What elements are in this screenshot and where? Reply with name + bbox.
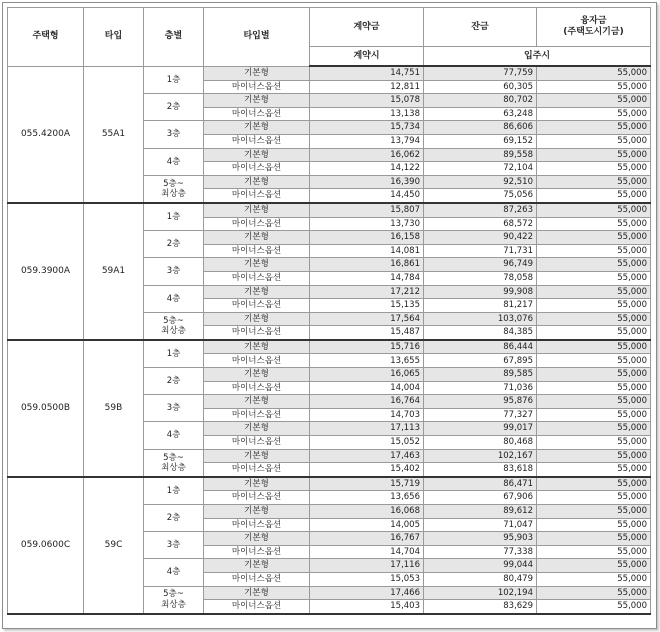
loan-cell: 55,000: [537, 217, 651, 231]
deposit-cell: 15,135: [310, 299, 424, 313]
floor-cell: 1층: [144, 203, 204, 231]
floor-cell: 1층: [144, 66, 204, 94]
balance-cell: 80,479: [424, 572, 537, 586]
loan-cell: 55,000: [537, 285, 651, 299]
type-detail-cell: 마이너스옵션: [204, 436, 310, 450]
type-detail-cell: 기본형: [204, 395, 310, 409]
loan-cell: 55,000: [537, 354, 651, 368]
floor-cell: 2층: [144, 505, 204, 532]
loan-cell: 55,000: [537, 175, 651, 189]
floor-cell: 3층: [144, 532, 204, 559]
type-detail-cell: 마이너스옵션: [204, 518, 310, 532]
deposit-cell: 16,861: [310, 258, 424, 272]
type-detail-cell: 마이너스옵션: [204, 217, 310, 231]
loan-cell: 55,000: [537, 80, 651, 94]
deposit-cell: 16,767: [310, 532, 424, 546]
deposit-cell: 14,751: [310, 66, 424, 80]
balance-cell: 90,422: [424, 231, 537, 245]
type-detail-cell: 기본형: [204, 559, 310, 573]
deposit-cell: 14,004: [310, 381, 424, 395]
balance-cell: 86,444: [424, 340, 537, 354]
floor-cell: 5층~ 최상층: [144, 312, 204, 340]
deposit-cell: 14,005: [310, 518, 424, 532]
balance-cell: 92,510: [424, 175, 537, 189]
balance-cell: 99,044: [424, 559, 537, 573]
deposit-cell: 15,078: [310, 94, 424, 108]
deposit-cell: 13,138: [310, 107, 424, 121]
loan-cell: 55,000: [537, 395, 651, 409]
loan-cell: 55,000: [537, 299, 651, 313]
floor-cell: 5층~ 최상층: [144, 449, 204, 477]
header-loan: [537, 8, 651, 47]
deposit-cell: 14,122: [310, 162, 424, 176]
type-cell: 59C: [84, 477, 144, 614]
loan-cell: 55,000: [537, 408, 651, 422]
floor-cell: 3층: [144, 121, 204, 148]
deposit-cell: 13,730: [310, 217, 424, 231]
loan-cell: 55,000: [537, 368, 651, 382]
table-body: [8, 66, 651, 614]
deposit-cell: 16,068: [310, 505, 424, 519]
type-detail-cell: 마이너스옵션: [204, 600, 310, 614]
loan-cell: 55,000: [537, 189, 651, 203]
balance-cell: 86,471: [424, 477, 537, 491]
header-type-detail: 타입별: [204, 8, 310, 67]
loan-cell: 55,000: [537, 422, 651, 436]
balance-cell: 95,876: [424, 395, 537, 409]
type-detail-cell: 기본형: [204, 285, 310, 299]
deposit-cell: 14,450: [310, 189, 424, 203]
loan-cell: 55,000: [537, 203, 651, 217]
header-deposit: 계약금: [310, 8, 424, 47]
floor-cell: 4층: [144, 559, 204, 586]
balance-cell: 69,152: [424, 134, 537, 148]
loan-cell: 55,000: [537, 244, 651, 258]
balance-cell: 81,217: [424, 299, 537, 313]
balance-cell: 71,731: [424, 244, 537, 258]
balance-cell: 72,104: [424, 162, 537, 176]
balance-cell: 89,612: [424, 505, 537, 519]
deposit-cell: 17,466: [310, 586, 424, 600]
type-detail-cell: 기본형: [204, 312, 310, 326]
balance-cell: 71,036: [424, 381, 537, 395]
loan-cell: 55,000: [537, 312, 651, 326]
balance-cell: 67,906: [424, 491, 537, 505]
loan-cell: 55,000: [537, 326, 651, 340]
deposit-cell: 17,212: [310, 285, 424, 299]
deposit-cell: 16,065: [310, 368, 424, 382]
header-floor: 층별: [144, 8, 204, 67]
loan-cell: 55,000: [537, 121, 651, 135]
type-cell: 55A1: [84, 66, 144, 203]
loan-cell: 55,000: [537, 436, 651, 450]
loan-cell: 55,000: [537, 491, 651, 505]
house-type-cell: 059.3900A: [8, 203, 84, 340]
deposit-cell: 15,807: [310, 203, 424, 217]
header-at-movein: 입주시: [424, 47, 651, 67]
type-detail-cell: 마이너스옵션: [204, 354, 310, 368]
deposit-cell: 17,113: [310, 422, 424, 436]
deposit-cell: 15,716: [310, 340, 424, 354]
type-detail-cell: 마이너스옵션: [204, 80, 310, 94]
balance-cell: 83,629: [424, 600, 537, 614]
type-detail-cell: 마이너스옵션: [204, 408, 310, 422]
loan-cell: 55,000: [537, 559, 651, 573]
deposit-cell: 13,794: [310, 134, 424, 148]
house-type-cell: 055.4200A: [8, 66, 84, 203]
header-house-type: 주택형: [8, 8, 84, 67]
type-detail-cell: 마이너스옵션: [204, 326, 310, 340]
loan-cell: 55,000: [537, 381, 651, 395]
balance-cell: 103,076: [424, 312, 537, 326]
type-detail-cell: 마이너스옵션: [204, 545, 310, 559]
balance-cell: 84,385: [424, 326, 537, 340]
loan-cell: 55,000: [537, 148, 651, 162]
balance-cell: 96,749: [424, 258, 537, 272]
floor-cell: 3층: [144, 258, 204, 285]
type-cell: 59B: [84, 340, 144, 477]
type-detail-cell: 기본형: [204, 340, 310, 354]
floor-cell: 2층: [144, 231, 204, 258]
type-detail-cell: 마이너스옵션: [204, 244, 310, 258]
table-row: [8, 203, 651, 217]
loan-cell: 55,000: [537, 505, 651, 519]
balance-cell: 95,903: [424, 532, 537, 546]
type-detail-cell: 기본형: [204, 94, 310, 108]
loan-cell: 55,000: [537, 231, 651, 245]
table-row: [8, 340, 651, 354]
price-table: [7, 7, 651, 615]
balance-cell: 63,248: [424, 107, 537, 121]
deposit-cell: 16,062: [310, 148, 424, 162]
balance-cell: 89,585: [424, 368, 537, 382]
loan-cell: 55,000: [537, 258, 651, 272]
floor-cell: 4층: [144, 422, 204, 449]
floor-cell: 3층: [144, 395, 204, 422]
deposit-cell: 16,158: [310, 231, 424, 245]
loan-cell: 55,000: [537, 477, 651, 491]
balance-cell: 75,056: [424, 189, 537, 203]
type-detail-cell: 기본형: [204, 258, 310, 272]
deposit-cell: 17,463: [310, 449, 424, 463]
type-detail-cell: 마이너스옵션: [204, 381, 310, 395]
balance-cell: 77,338: [424, 545, 537, 559]
floor-cell: 2층: [144, 94, 204, 121]
floor-cell: 1층: [144, 340, 204, 368]
loan-cell: 55,000: [537, 162, 651, 176]
deposit-cell: 12,811: [310, 80, 424, 94]
loan-cell: 55,000: [537, 271, 651, 285]
type-detail-cell: 기본형: [204, 422, 310, 436]
deposit-cell: 16,764: [310, 395, 424, 409]
table-row: [8, 477, 651, 491]
type-detail-cell: 기본형: [204, 175, 310, 189]
house-type-cell: 059.0600C: [8, 477, 84, 614]
type-cell: 59A1: [84, 203, 144, 340]
type-detail-cell: 기본형: [204, 586, 310, 600]
deposit-cell: 15,719: [310, 477, 424, 491]
type-detail-cell: 기본형: [204, 532, 310, 546]
type-detail-cell: 마이너스옵션: [204, 299, 310, 313]
deposit-cell: 13,656: [310, 491, 424, 505]
loan-cell: 55,000: [537, 449, 651, 463]
header-at-contract: 계약시: [310, 47, 424, 67]
floor-cell: 2층: [144, 368, 204, 395]
balance-cell: 83,618: [424, 463, 537, 477]
type-detail-cell: 마이너스옵션: [204, 271, 310, 285]
type-detail-cell: 마이너스옵션: [204, 162, 310, 176]
balance-cell: 68,572: [424, 217, 537, 231]
deposit-cell: 15,402: [310, 463, 424, 477]
type-detail-cell: 기본형: [204, 148, 310, 162]
loan-cell: 55,000: [537, 463, 651, 477]
loan-cell: 55,000: [537, 94, 651, 108]
deposit-cell: 15,052: [310, 436, 424, 450]
type-detail-cell: 마이너스옵션: [204, 134, 310, 148]
loan-cell: 55,000: [537, 134, 651, 148]
deposit-cell: 16,390: [310, 175, 424, 189]
type-detail-cell: 기본형: [204, 368, 310, 382]
deposit-cell: 15,053: [310, 572, 424, 586]
deposit-cell: 15,487: [310, 326, 424, 340]
type-detail-cell: 기본형: [204, 477, 310, 491]
balance-cell: 77,759: [424, 66, 537, 80]
type-detail-cell: 기본형: [204, 121, 310, 135]
floor-cell: 5층~ 최상층: [144, 586, 204, 614]
balance-cell: 99,017: [424, 422, 537, 436]
balance-cell: 87,263: [424, 203, 537, 217]
header-balance: 잔금: [424, 8, 537, 47]
deposit-cell: 15,734: [310, 121, 424, 135]
balance-cell: 102,167: [424, 449, 537, 463]
type-detail-cell: 마이너스옵션: [204, 189, 310, 203]
type-detail-cell: 기본형: [204, 66, 310, 80]
header-loan-label: 융자금 (주택도시기금): [563, 16, 624, 37]
balance-cell: 78,058: [424, 271, 537, 285]
type-detail-cell: 마이너스옵션: [204, 491, 310, 505]
balance-cell: 67,895: [424, 354, 537, 368]
balance-cell: 60,305: [424, 80, 537, 94]
deposit-cell: 15,403: [310, 600, 424, 614]
balance-cell: 80,702: [424, 94, 537, 108]
house-type-cell: 059.0500B: [8, 340, 84, 477]
table-row: [8, 66, 651, 80]
type-detail-cell: 기본형: [204, 231, 310, 245]
balance-cell: 102,194: [424, 586, 537, 600]
balance-cell: 71,047: [424, 518, 537, 532]
loan-cell: 55,000: [537, 600, 651, 614]
loan-cell: 55,000: [537, 572, 651, 586]
loan-cell: 55,000: [537, 586, 651, 600]
balance-cell: 99,908: [424, 285, 537, 299]
deposit-cell: 13,655: [310, 354, 424, 368]
loan-cell: 55,000: [537, 532, 651, 546]
floor-cell: 5층~ 최상층: [144, 175, 204, 203]
header-type: 타입: [84, 8, 144, 67]
type-detail-cell: 마이너스옵션: [204, 572, 310, 586]
balance-cell: 86,606: [424, 121, 537, 135]
deposit-cell: 14,704: [310, 545, 424, 559]
deposit-cell: 14,784: [310, 271, 424, 285]
loan-cell: 55,000: [537, 107, 651, 121]
floor-cell: 1층: [144, 477, 204, 505]
type-detail-cell: 마이너스옵션: [204, 463, 310, 477]
deposit-cell: 14,081: [310, 244, 424, 258]
type-detail-cell: 기본형: [204, 203, 310, 217]
balance-cell: 80,468: [424, 436, 537, 450]
type-detail-cell: 기본형: [204, 505, 310, 519]
balance-cell: 89,558: [424, 148, 537, 162]
deposit-cell: 17,116: [310, 559, 424, 573]
deposit-cell: 14,703: [310, 408, 424, 422]
type-detail-cell: 마이너스옵션: [204, 107, 310, 121]
type-detail-cell: 기본형: [204, 449, 310, 463]
floor-cell: 4층: [144, 285, 204, 312]
loan-cell: 55,000: [537, 518, 651, 532]
loan-cell: 55,000: [537, 545, 651, 559]
floor-cell: 4층: [144, 148, 204, 175]
deposit-cell: 17,564: [310, 312, 424, 326]
loan-cell: 55,000: [537, 66, 651, 80]
balance-cell: 77,327: [424, 408, 537, 422]
loan-cell: 55,000: [537, 340, 651, 354]
